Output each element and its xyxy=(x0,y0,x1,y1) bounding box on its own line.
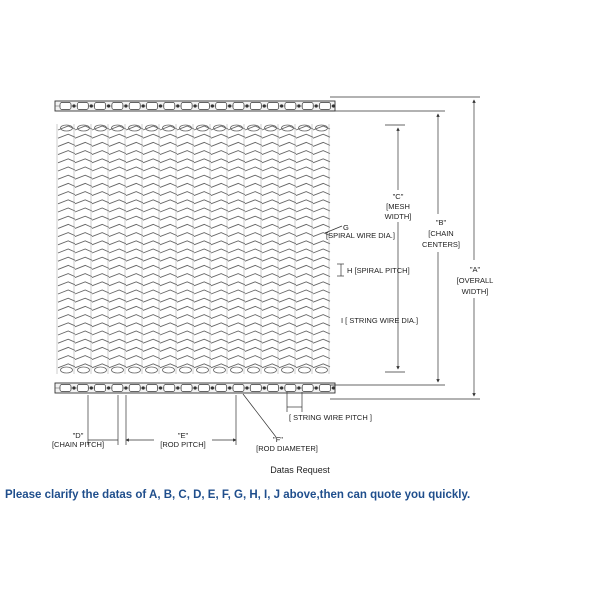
callout-f xyxy=(243,394,318,453)
label-d-text: [CHAIN PITCH] xyxy=(51,440,105,449)
chain-link xyxy=(250,385,261,392)
spiral-loop xyxy=(248,367,260,373)
dimension-j xyxy=(287,392,372,422)
chain-pin xyxy=(176,104,179,107)
dimension-e xyxy=(126,395,236,449)
chain-pin xyxy=(107,386,110,389)
chain-pin xyxy=(245,386,248,389)
chain-link xyxy=(216,385,227,392)
chain-link xyxy=(268,385,279,392)
chain-pin xyxy=(72,104,75,107)
chain-link xyxy=(198,385,209,392)
spiral-loop xyxy=(282,367,294,373)
chain-pin xyxy=(315,104,318,107)
spiral-loop xyxy=(197,367,209,373)
spiral-loop xyxy=(214,367,226,373)
spiral-wire xyxy=(228,126,245,368)
chain-link xyxy=(216,103,227,110)
chain-link xyxy=(250,103,261,110)
label-b-line1: [CHAIN xyxy=(428,229,454,238)
chain-pin xyxy=(124,386,127,389)
spiral-loop xyxy=(180,367,192,373)
chain-link xyxy=(181,385,192,392)
chain-pin xyxy=(124,104,127,107)
spiral-wire xyxy=(58,126,75,368)
label-j: [ STRING WIRE PITCH ] xyxy=(289,413,372,422)
chain-pin xyxy=(228,104,231,107)
chain-pin xyxy=(90,386,93,389)
chain-link xyxy=(95,385,106,392)
chain-link xyxy=(285,103,296,110)
spiral-wire xyxy=(313,126,330,368)
chain-pin xyxy=(228,386,231,389)
spiral-loop xyxy=(231,367,243,373)
label-c: "C" xyxy=(392,192,404,201)
chain-link xyxy=(268,103,279,110)
chain-link xyxy=(233,103,244,110)
chain-pin xyxy=(142,104,145,107)
chain-pin xyxy=(211,386,214,389)
chain-pin xyxy=(159,104,162,107)
label-e-text: [ROD PITCH] xyxy=(160,440,206,449)
label-c-line1: [MESH xyxy=(386,202,410,211)
spiral-wire xyxy=(279,126,296,368)
chain-pin xyxy=(176,386,179,389)
chain-link xyxy=(164,385,175,392)
spiral-loop xyxy=(163,367,175,373)
spiral-wire xyxy=(109,126,126,368)
chain-link xyxy=(60,103,71,110)
label-g: G xyxy=(343,223,349,232)
chain-pin xyxy=(211,104,214,107)
spiral-loop xyxy=(316,367,328,373)
label-a-line1: [OVERALL xyxy=(456,276,494,285)
spiral-loop xyxy=(112,367,124,373)
spiral-wire xyxy=(92,126,109,368)
chain-pin xyxy=(332,104,335,107)
chain-link xyxy=(147,103,158,110)
spiral-loop xyxy=(299,367,311,373)
callout-i xyxy=(341,316,418,325)
chain-pin xyxy=(245,104,248,107)
chain-pin xyxy=(90,104,93,107)
chain-link xyxy=(129,385,140,392)
chain-pin xyxy=(280,386,283,389)
spiral-wire xyxy=(75,126,92,368)
callout-g xyxy=(325,223,395,240)
chain-link xyxy=(164,103,175,110)
chain-pin xyxy=(297,104,300,107)
chain-link xyxy=(198,103,209,110)
label-g-text: [SPIRAL WIRE DIA.] xyxy=(326,231,395,240)
spiral-loop xyxy=(265,367,277,373)
label-f: "F" xyxy=(273,435,283,444)
chain-pin xyxy=(315,386,318,389)
chain-link xyxy=(112,103,123,110)
chain-link xyxy=(233,385,244,392)
dimension-c xyxy=(385,125,412,372)
label-d: "D" xyxy=(72,431,84,440)
label-h: H [SPIRAL PITCH] xyxy=(347,266,410,275)
spiral-wire xyxy=(296,126,313,368)
label-b: "B" xyxy=(435,218,447,227)
chain-pin xyxy=(297,386,300,389)
spiral-loop xyxy=(95,367,107,373)
chain-pin xyxy=(142,386,145,389)
label-i: I [ STRING WIRE DIA.] xyxy=(341,316,419,325)
chain-pin xyxy=(159,386,162,389)
spiral-wire xyxy=(160,126,177,368)
chain-link xyxy=(112,385,123,392)
dimension-d xyxy=(52,395,118,449)
chain-link xyxy=(95,103,106,110)
label-b-line2: CENTERS] xyxy=(422,240,460,249)
chain-link xyxy=(302,103,313,110)
label-a: "A" xyxy=(469,265,481,274)
spiral-wire xyxy=(126,126,143,368)
spiral-wire xyxy=(262,126,279,368)
dimension-a xyxy=(330,97,493,399)
spiral-wire xyxy=(245,126,262,368)
chain-link xyxy=(285,385,296,392)
spiral-wire xyxy=(194,126,211,368)
chain-link xyxy=(320,103,331,110)
chain-link xyxy=(129,103,140,110)
top-chain xyxy=(55,101,335,111)
label-f-text: [ROD DIAMETER] xyxy=(256,444,318,453)
label-c-line2: WIDTH] xyxy=(384,212,412,221)
chain-pin xyxy=(332,386,335,389)
spiral-loop xyxy=(129,367,141,373)
chain-pin xyxy=(194,104,197,107)
chain-link xyxy=(181,103,192,110)
notice-text: Please clarify the datas of A, B, C, D, E, F, G, H, I, J above,then can quote you quickly. xyxy=(5,489,471,501)
spiral-wire xyxy=(143,126,160,368)
label-e: "E" xyxy=(177,431,189,440)
spiral-loop xyxy=(146,367,158,373)
dimension-b xyxy=(330,111,460,385)
chain-pin xyxy=(107,104,110,107)
chain-link xyxy=(60,385,71,392)
diagram-caption: Datas Request xyxy=(270,465,330,475)
label-a-line2: WIDTH] xyxy=(461,287,489,296)
bottom-chain xyxy=(55,383,335,393)
chain-link xyxy=(77,103,88,110)
chain-pin xyxy=(263,104,266,107)
chain-pin xyxy=(263,386,266,389)
spiral-loop xyxy=(61,367,73,373)
chain-link xyxy=(320,385,331,392)
spiral-mesh xyxy=(57,124,330,374)
chain-link xyxy=(302,385,313,392)
chain-link xyxy=(77,385,88,392)
spiral-wire xyxy=(211,126,228,368)
callout-h xyxy=(337,264,410,276)
spiral-loop xyxy=(78,367,90,373)
chain-pin xyxy=(280,104,283,107)
spiral-wire xyxy=(177,126,194,368)
chain-pin xyxy=(72,386,75,389)
chain-pin xyxy=(194,386,197,389)
chain-link xyxy=(147,385,158,392)
